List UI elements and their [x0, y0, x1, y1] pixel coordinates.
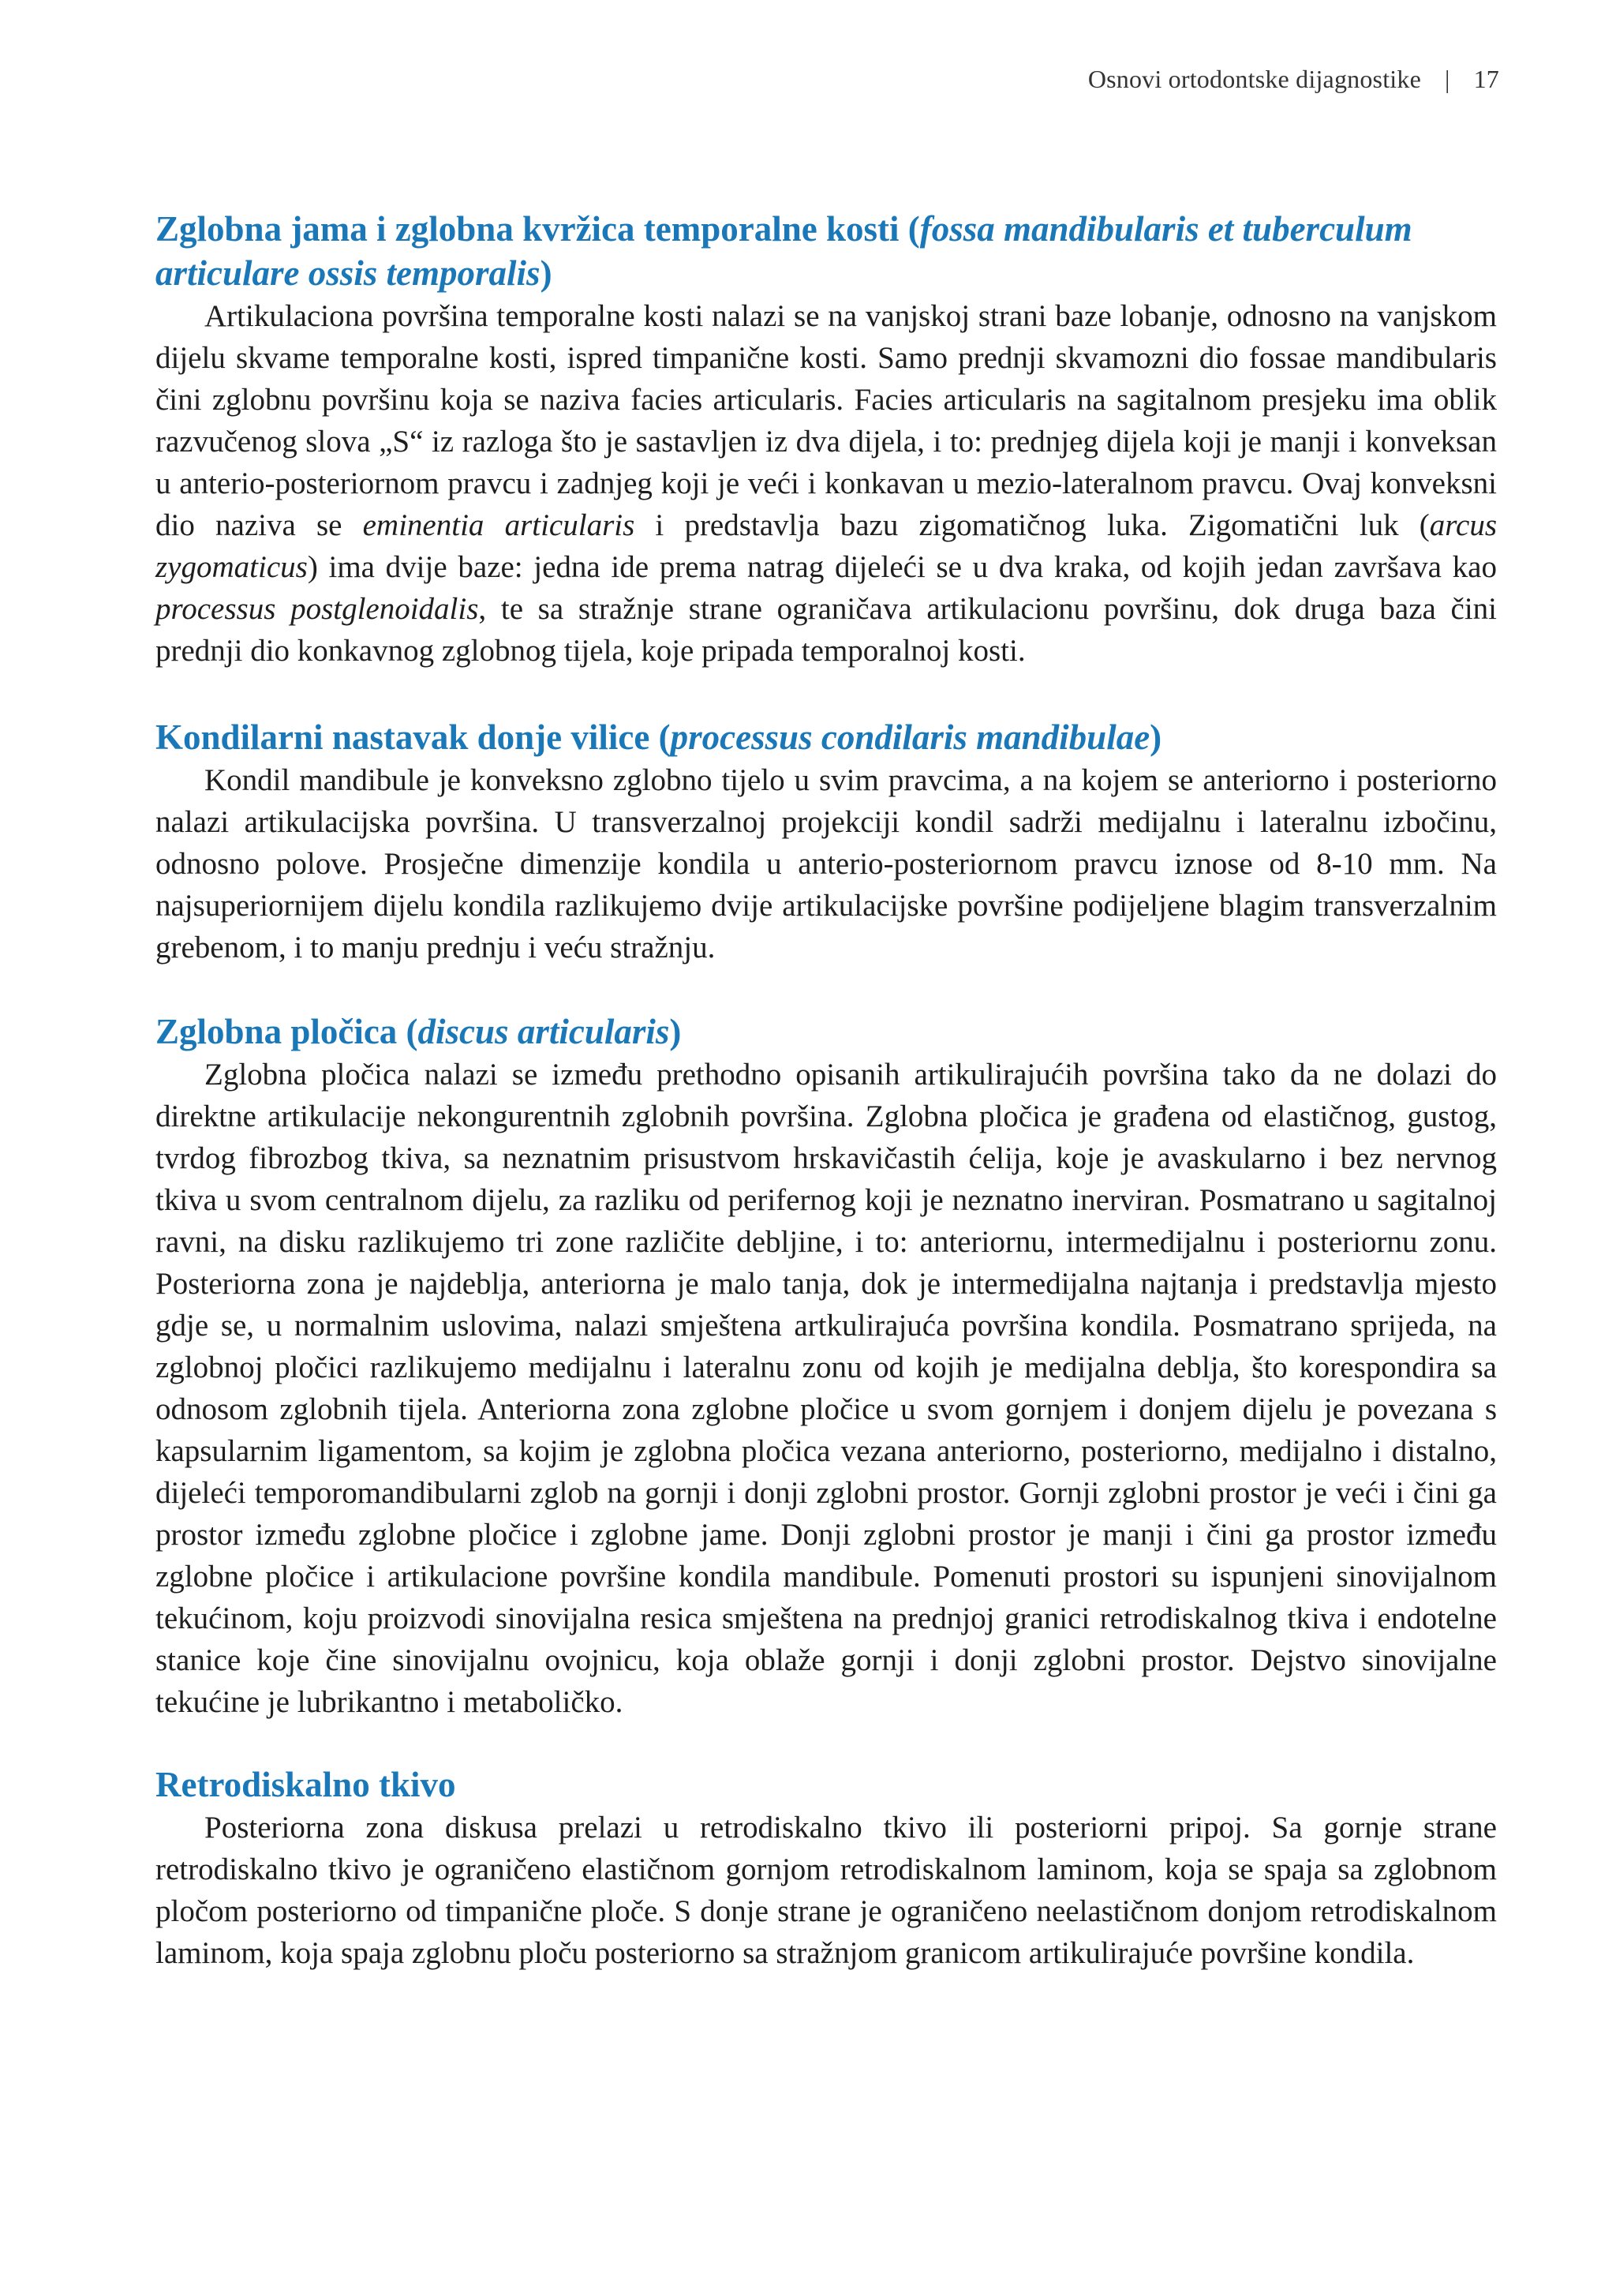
section-heading: Zglobna pločica (discus articularis) — [155, 1012, 682, 1051]
page-number: 17 — [1473, 65, 1499, 93]
running-title: Osnovi ortodontske dijagnostike — [1087, 65, 1421, 93]
section-heading: Zglobna jama i zglobna kvržica temporalne kosti (fossa mandibularis et tuberculum articulare ossis temporalis) — [155, 209, 1412, 293]
section-heading: Retrodiskalno tkivo — [155, 1765, 456, 1804]
running-header — [1088, 65, 1499, 94]
section-processus-condilaris — [155, 715, 1497, 968]
section-paragraph: Artikulaciona površina temporalne kosti nalazi se na vanjskoj strani baze lobanje, odnosno na vanjskom dijelu skvame temporalne kosti, ispred timpanične kosti. Samo prednji skvamozni dio fossae mandibularis čini zglobnu površinu koja se naziva facies articularis. Facies articularis na sagitalnom presjeku ima oblik razvučenog slova „S“ iz razloga što je sastavljen iz dva dijela, i to: prednjeg dijela koji je manji i konveksan u anterio-posteriornom pravcu i zadnjeg koji je veći i konkavan u mezio-lateralnom pravcu. Ovaj konveksni dio naziva se eminentia articularis i predstavlja bazu zigomatičnog luka. Zigomatični luk (arcus zygomaticus) ima dvije baze: jedna ide prema natrag dijeleći se u dva kraka, od kojih jedan završava kao processus postglenoidalis, te sa stražnje strane ograničava artikulacionu površinu, dok druga baza čini prednji dio konkavnog zglobnog tijela, koje pripada temporalnoj kosti. — [155, 299, 1498, 668]
section-fossa-mandibularis — [155, 207, 1497, 672]
section-paragraph: Posteriorna zona diskusa prelazi u retrodiskalno tkivo ili posteriorni pripoj. Sa gornje strane retrodiskalno tkivo je ograničeno elastičnom gornjom retrodiskalnom laminom, koja se spaja sa zglobnom pločom posteriorno od timpanične ploče. S donje strane je ograničeno neelastičnom donjom retrodiskalnom laminom, koja spaja zglobnu ploču posteriorno sa stražnjom granicom artikulirajuće površine kondila. — [155, 1811, 1497, 1970]
section-paragraph: Kondil mandibule je konveksno zglobno tijelo u svim pravcima, a na kojem se anteriorno i posteriorno nalazi artikulacijska površina. U transverzalnoj projekciji kondil sadrži medijalnu i lateralnu izbočinu, odnosno polove. Prosječne dimenzije kondila u anterio-posteriornom pravcu iznose od 8-10 mm. Na najsuperiornijem dijelu kondila razlikujemo dvije artikulacijske površine podijeljene blagim transverzalnim grebenom, i to manju prednju i veću stražnju. — [155, 763, 1497, 964]
header-separator: | — [1444, 65, 1450, 93]
section-retrodiskalno-tkivo — [155, 1762, 1497, 1974]
section-heading: Kondilarni nastavak donje vilice (processus condilaris mandibulae) — [155, 717, 1162, 757]
section-paragraph: Zglobna pločica nalazi se između prethodno opisanih artikulirajućih površina tako da ne dolazi do direktne artikulacije nekongurentnih zglobnih površina. Zglobna pločica je građena od elastičnog, gustog, tvrdog fibrozbog tkiva, sa neznatnim prisustvom hrskavičastih ćelija, koje je avaskularno i bez nervnog tkiva u svom centralnom dijelu, za razliku od perifernog koji je neznatno inerviran. Posmatrano u sagitalnoj ravni, na disku razlikujemo tri zone različite debljine, i to: anteriornu, intermedijalnu i posteriornu zonu. Posteriorna zona je najdeblja, anteriorna je malo tanja, dok je intermedijalna najtanja i predstavlja mjesto gdje se, u normalnim uslovima, nalazi smještena artkulirajuća površina kondila. Posmatrano sprijeda, na zglobnoj pločici razlikujemo medijalnu i lateralnu zonu od kojih je medijalna deblja, što korespondira sa odnosom zglobnih tijela. Anteriorna zona zglobne pločice u svom gornjem i donjem dijelu je povezana s kapsularnim ligamentom, sa kojim je zglobna pločica vezana anteriorno, posteriorno, medijalno i distalno, dijeleći temporomandibularni zglob na gornji i donji zglobni prostor. Gornji zglobni prostor je veći i čini ga prostor između zglobne pločice i zglobne jame. Donji zglobni prostor je manji i čini ga prostor između zglobne pločice i artikulacione površine kondila mandibule. Pomenuti prostori su ispunjeni sinovijalnom tekućinom, koju proizvodi sinovijalna resica smještena na prednjoj granici retrodiskalnog tkiva i endotelne stanice koje čine sinovijalnu ovojnicu, koja oblaže gornji i donji zglobni prostor. Dejstvo sinovijalne tekućine je lubrikantno i metaboličko. — [155, 1058, 1497, 1719]
page-content — [155, 207, 1497, 1974]
section-discus-articularis — [155, 1009, 1497, 1723]
